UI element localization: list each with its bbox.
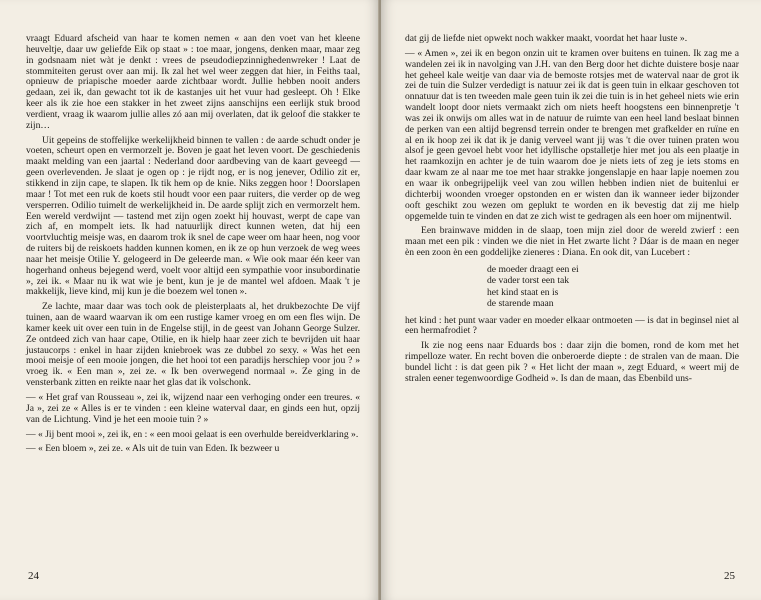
paragraph: Een brainwave midden in de slaap, toen mijn ziel door de wereld zwierf : een maan met een pik : vinden we die niet in Het zwarte licht ? Dáar is de maan en neger èn een zoon èn een goddelijke zieneres : Diana. En ook dit, van Lucebert :	[405, 225, 739, 259]
left-page-text	[26, 34, 360, 455]
paragraph: het kind : het punt waar vader en moeder elkaar ontmoeten — is dat in beginsel niet al een hermafrodiet ?	[405, 314, 739, 337]
right-page-text	[405, 34, 739, 385]
paragraph: — « Amen », zei ik en begon onzin uit te kramen over buitens en tuinen. Ik zag me a wandelen zei ik in navolging van J.H. van den Berg door het dichte duistere bosje naar het geheel kale weitje van daar via de bemoste rotsjes met de waterval naar de grot ik zei de tuin die Sulzer verdedigt is natuur zei ik dat is geen tuin in elkaar geschoven tot onnatuur dat is ten tweeden male geen tuin ik zei die tuin is in het geheel niets wie erin wandelt loopt door niets vermaakt zich om niets heeft hoogstens een binnenpretje 't was zei ik onwijs om alles wat in de natuur de ruimte van een heel land beslaat binnen de perken van een altijd begrensd terrein onder te brengen met grafkelder en ruïne en al en ik hoop zei ik dat ik je danig verveel want jij was 't die over tuinen praten wou alsof je geen gevoel hebt voor het idyllische opstalletje hier met jou als een plaatje in het raamkozijn en achter je de tuin waarom doe je niets iets of zeg je iets stoms en daar kwam ze al naar me toe met haar strakke jongenslapje en haar lapje noemen zou en waar ik onbegrijpelijk veel van zou willen hebben indien niet de buitenlui er dichterbij woonden vroeger opstonden en er wisten dan ik wanneer ieder bijzonder ooft geschikt zou wezen om geplukt te worden en ik bevestig dat zij me hielp opgemelde tuin te vinden en dat ze zich wist te gedragen als een hoer om mijnentwil.	[405, 47, 739, 222]
paragraph: — « Jij bent mooi », zei ik, en : « een mooi gelaat is een overhulde bereidverklaring ».	[26, 428, 359, 440]
poem-line: de vader torst een tak	[487, 275, 570, 287]
poem-line: de moeder draagt een ei	[487, 263, 579, 275]
paragraph: — « Het graf van Rousseau », zei ik, wijzend naar een verhoging onder een treures. « Ja », zei ze « Alles is er te vinden : een kleine waterval daar, en ginds een hut, opzij van de Lichtung. Vind je het een mooie tuin ? »	[26, 392, 360, 425]
left-page	[0, 0, 379, 600]
paragraph: Ik zie nog eens naar Eduards bos : daar zijn die bomen, rond de kom met het rimpelloze water. En recht boven die onberoerde diepte : de stralen van de maan. Die bundel licht : is dat geen pik ? « Het licht der maan », zegt Eduard, « weert mij de stralen eener tegenwoordige Godheid ». Is dan de maan, das Ebenbild uns-	[405, 340, 739, 384]
paragraph: Ze lachte, maar daar was toch ook de pleisterplaats al, het drukbezochte De vijf tuinen, aan de waard waarvan ik om een rustige kamer vroeg en om een fles wijn. De kamer keek uit over een tuin in de Engelse stijl, in de geest van Johann George Sulzer. Ze ontdeed zich van haar cape, Otilie, en ik hielp haar zeer zich te bevrijden uit haar justaucorps : enkel in haar zijden kniebroek was ze dubbel zo sexy. « Was het een mooi meisje of een mooie jongen, die het hooi tot een paradijs herschiep voor jou ? » vroeg ik. « Een man », zei ze. « Ik ben overwegend normaal ». Ze ging in de vensterbank zitten en reikte naar het glas dat ik volschonk.	[26, 301, 360, 389]
paragraph: dat gij de liefde niet opwekt noch wakker maakt, voordat het haar luste ».	[405, 33, 688, 44]
page-number: 25	[724, 570, 735, 582]
paragraph: — « Een bloem », zei ze. « Als uit de tuin van Eden. Ik bezweer u	[26, 443, 280, 455]
paragraph: vraagt Eduard afscheid van haar te komen nemen « aan den voet van het kleene heuveltje, daar uw geliefde Eik op staat » : toe maar, jongens, denken maar, maar zeg in godsnaam niet wàt je denkt : vrees de pseudodiepzinnighedenwreker ! Laat de stommiteiten gerust over aan mij. Ik zal het wel weer zeggen dat hier, in Feiths taal, opnieuw de priapische moeder aarde zichtbaar wordt. Jullie hebben nooit anders gedaan, zei ik, dan gewacht tot ik de kastanjes uit het vuur had gesleept. Oh ! Elke keer als ik zie hoe een stakker in het zweet zijns aanschijns een eerlijk stuk brood verdient, vraag ik waarom jullie alles zó aan mij overlaten, dat ik geloof die stakker te zijn…	[26, 33, 360, 131]
right-page	[381, 0, 761, 600]
poem-line: het kind staat en is	[487, 286, 559, 298]
poem	[487, 264, 739, 310]
poem-line: de starende maan	[487, 298, 554, 310]
page-number: 24	[28, 570, 39, 582]
paragraph: Uit gepeins de stoffelijke werkelijkheid binnen te vallen : de aarde schudt onder je voeten, scheurt open en vermorzelt je. Boven je gaat het leven voort. De geschiedenis maakt melding van een jaartal : Nederland door aardbeving van de kaart geveegd — geen overlevenden. Je slaat je ogen op : je rijdt nog, er is nog jenever, Odilio zit er, stikkend in zijn cape, te slapen. Ik tik hem op de knie. Niks zeggen hoor ! Doorslapen maar ! Tot met een ruk de koets stil houdt voor een paar ruiters, die verder op de weg versperren. Odilio tuimelt de werkelijkheid in. De aarde splijt zich en vermorzelt hem. Een wereld verdwijnt — tastend met zijn ogen zoekt hij houvast, werpt de cape van zich af, en mompelt iets. Ik had natuurlijk direct kunnen weten, dat hij een voortvluchtig meisje was, en daarom trok ik snel de cape weer om haar heen, nog voor de ruiters bij de reiskoets hadden kunnen komen, en ik ze op hun verzoek de weg wees naar het meisje Otilie Y. gelogeerd in De geleerde man. « Wie ook maar één keer van hogerhand onheus bejegend werd, voelt voor altijd een sympathie voor insubordinatie », zei ik. « Maar nu ik wat wie je bent, kun je je de mantel wel afdoen. Maak 't je makkelijk, lieve kind, mij kun je die boezem wel tonen ».	[26, 134, 360, 298]
